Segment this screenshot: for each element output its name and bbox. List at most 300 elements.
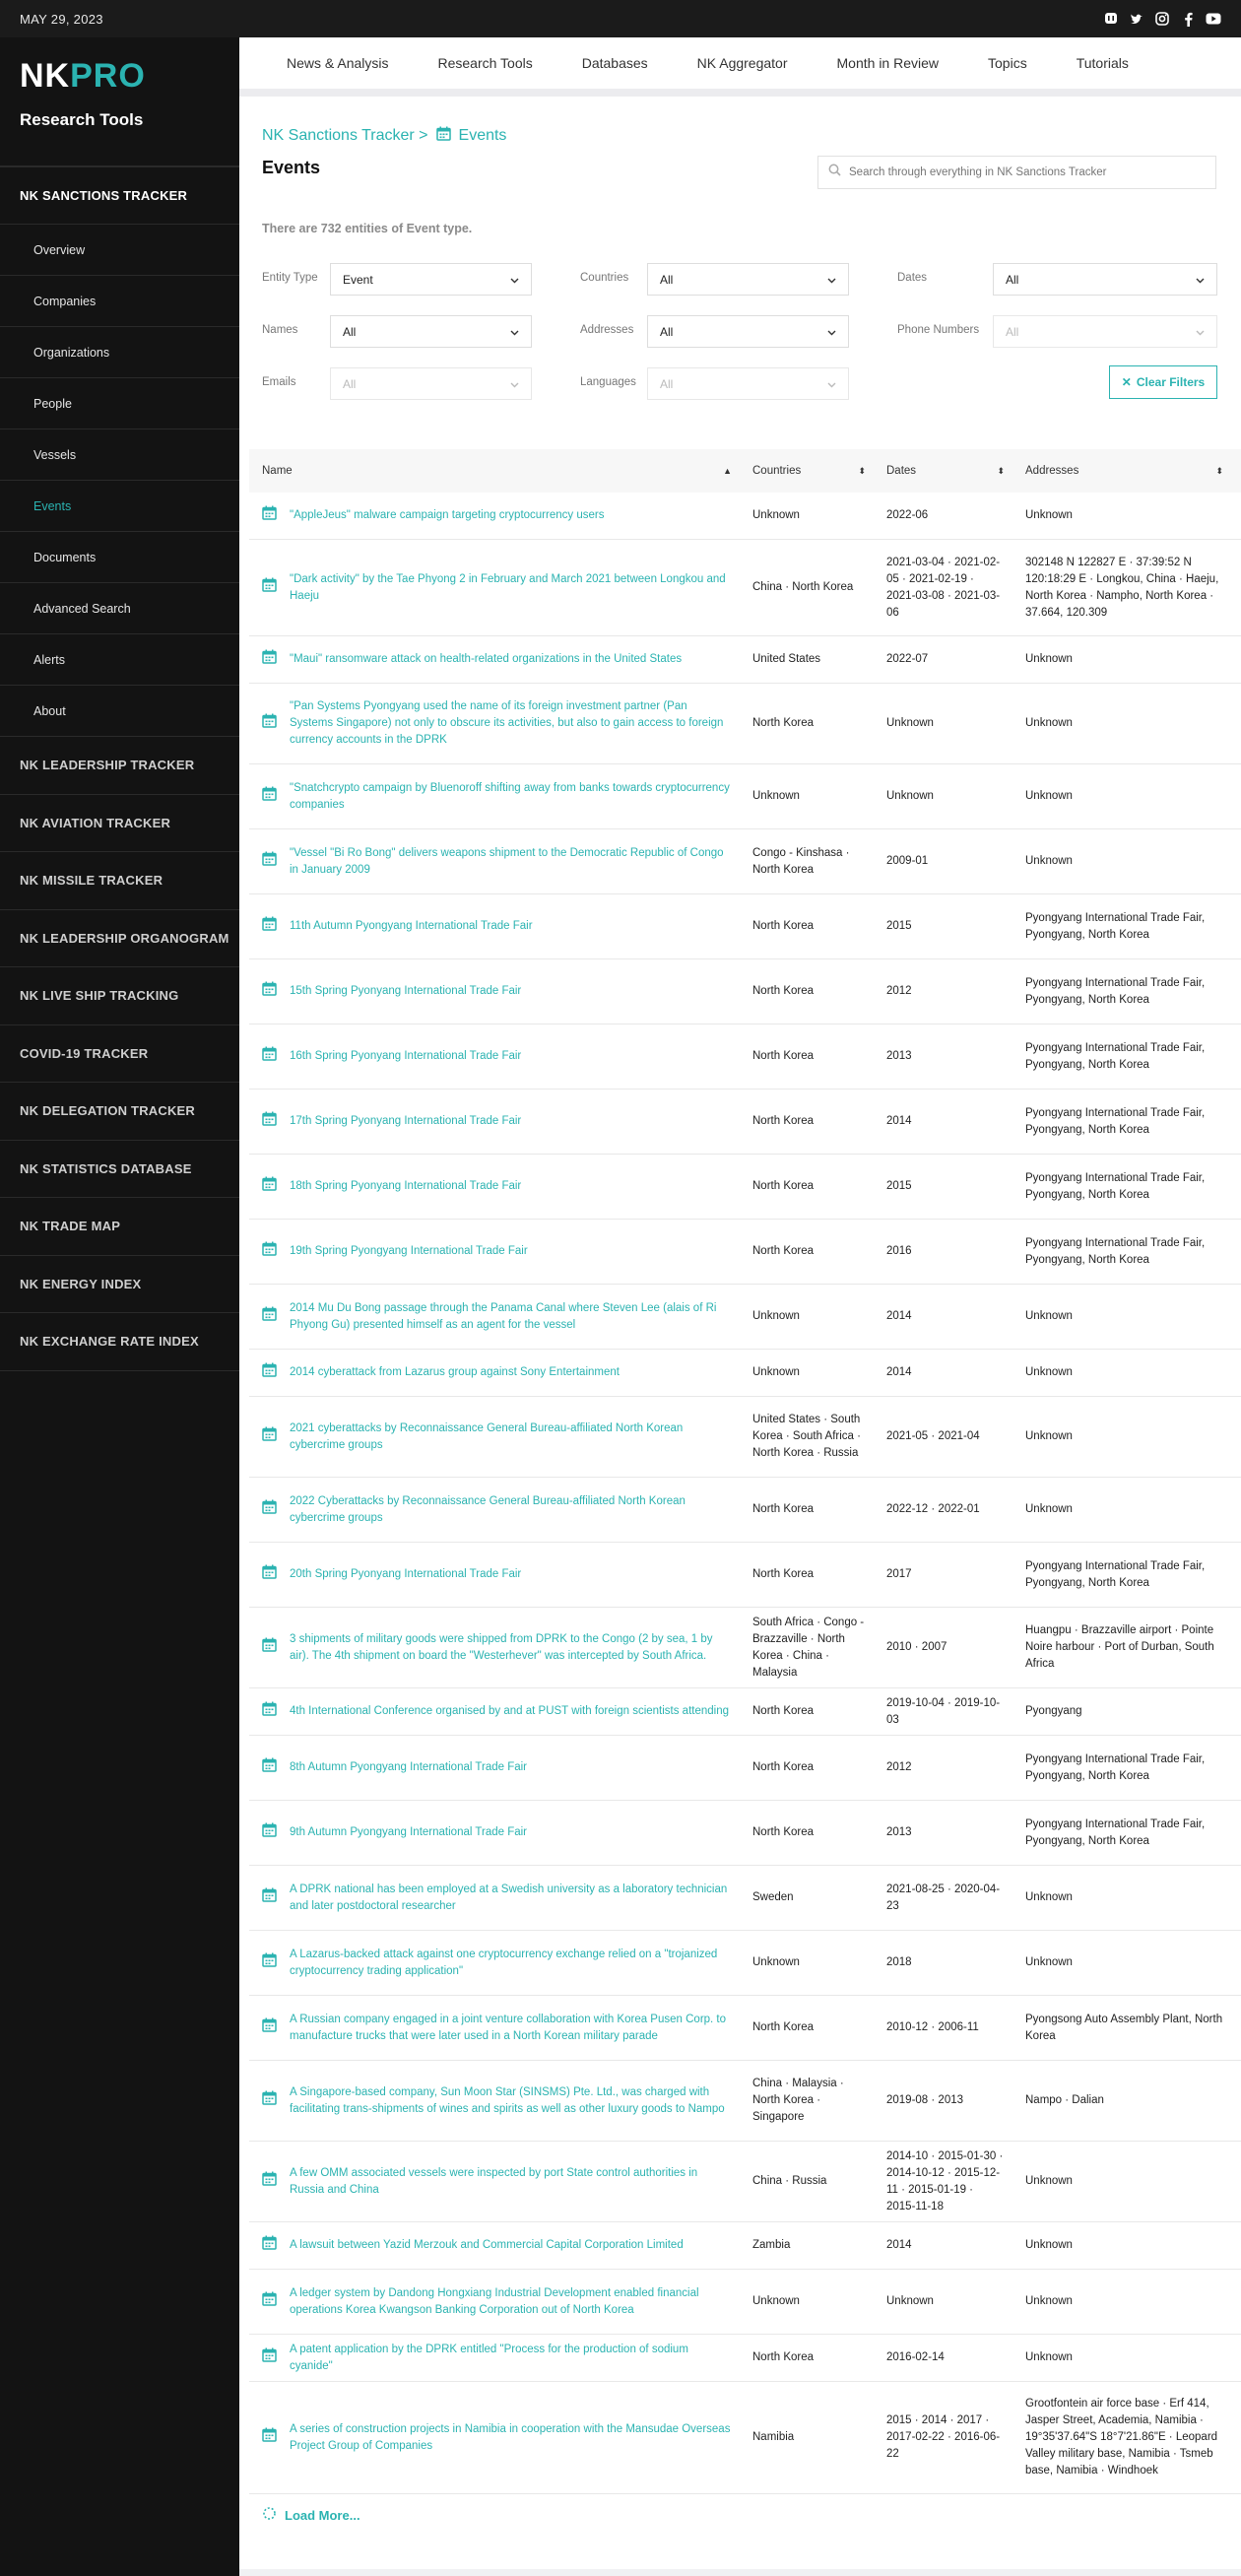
addresses-text: Unknown [1025, 2239, 1073, 2251]
addresses-cell [1012, 1024, 1231, 1089]
entity-count: There are 732 entities of Event type. [262, 222, 473, 235]
event-name-link[interactable]: 4th International Conference organised by and at PUST with foreign scientists attending [290, 1705, 730, 1717]
table-row[interactable] [249, 636, 1241, 684]
entity-type-select[interactable] [330, 263, 532, 296]
dates-text: 2014-10 · 2015-01-30 · 2014-10-12 · 2015-12-11 · 2015-01-19 · 2015-11-18 [886, 2149, 1004, 2213]
event-name-cell[interactable] [249, 1866, 740, 1930]
event-name-cell[interactable] [249, 894, 740, 958]
table-row[interactable] [249, 2270, 1241, 2335]
breadcrumb-current: Events [458, 127, 507, 144]
event-name-cell[interactable] [249, 2222, 740, 2269]
dates-cell [874, 2335, 1012, 2381]
countries-text: Unknown [752, 509, 800, 521]
instagram-icon[interactable] [1154, 11, 1170, 27]
event-name-link[interactable]: 20th Spring Pyonyang International Trade Fair [290, 1568, 522, 1580]
sidebar-item-events[interactable]: Events [0, 481, 239, 532]
column-header-addresses[interactable] [1012, 449, 1231, 493]
event-name-cell[interactable] [249, 2382, 740, 2493]
addresses-cell [1012, 1543, 1231, 1607]
event-name-cell[interactable] [249, 1220, 740, 1284]
sidebar-section-sanctions-tracker[interactable]: NK SANCTIONS TRACKER [0, 167, 239, 225]
table-row[interactable] [249, 829, 1241, 894]
event-name-link[interactable]: 19th Spring Pyongyang International Trade Fair [290, 1245, 528, 1257]
dates-text: 2009-01 [886, 855, 929, 867]
research-tools-title: Research Tools [20, 110, 144, 129]
calendar-icon [262, 2427, 277, 2448]
emails-select[interactable] [330, 367, 532, 400]
addresses-cell [1012, 2382, 1231, 2493]
column-label: Name [262, 465, 293, 477]
event-name-link[interactable]: A lawsuit between Yazid Merzouk and Commercial Capital Corporation Limited [290, 2239, 684, 2251]
event-name-cell[interactable] [249, 684, 740, 763]
event-name-cell[interactable] [249, 1608, 740, 1687]
nav-news-analysis[interactable]: News & Analysis [287, 55, 389, 71]
countries-cell [740, 1866, 874, 1930]
sidebar-item-alerts[interactable]: Alerts [0, 634, 239, 686]
addresses-cell [1012, 1285, 1231, 1349]
event-name-link[interactable]: "Snatchcrypto campaign by Bluenoroff shifting away from banks towards cryptocurrency companies [290, 781, 730, 811]
table-row[interactable] [249, 540, 1241, 636]
filter-label-dates: Dates [897, 272, 928, 284]
event-name-link[interactable]: A ledger system by Dandong Hongxiang Industrial Development enabled financial operations Korea Kwangson Banking Corporation out of North Korea [290, 2286, 699, 2316]
countries-cell [740, 2142, 874, 2221]
countries-text: Unknown [752, 1366, 800, 1378]
languages-select[interactable] [647, 367, 849, 400]
calendar-icon [262, 1306, 277, 1327]
addresses-text: Unknown [1025, 1310, 1073, 1322]
event-name-link[interactable]: 3 shipments of military goods were shipped from DPRK to the Congo (2 by sea, 1 by air). The 4th shipment on board the "Westerhever" was intercepted by South Africa. [290, 1632, 713, 1662]
countries-cell [740, 684, 874, 763]
close-icon: ✕ [1121, 375, 1132, 389]
event-name-cell[interactable] [249, 764, 740, 828]
nav-nk-aggregator[interactable]: NK Aggregator [696, 55, 788, 71]
table-row[interactable] [249, 2222, 1241, 2270]
countries-text: China · North Korea [752, 581, 854, 593]
event-name-link[interactable]: "Maui" ransomware attack on health-related organizations in the United States [290, 653, 683, 665]
dates-cell [874, 2270, 1012, 2334]
sidebar-tracker-covid[interactable]: COVID-19 TRACKER [0, 1025, 239, 1084]
search-box[interactable] [817, 156, 1216, 189]
addresses-cell [1012, 2222, 1231, 2269]
addresses-text: Pyongyang International Trade Fair, Pyongyang, North Korea [1025, 1752, 1206, 1782]
dates-text: 2018 [886, 1956, 912, 1968]
sidebar-item-people[interactable]: People [0, 378, 239, 429]
dates-text: 2015 · 2014 · 2017 · 2017-02-22 · 2016-06-22 [886, 2414, 1001, 2460]
column-header-countries[interactable] [740, 449, 874, 493]
addresses-value: All [660, 324, 674, 339]
addresses-select[interactable] [647, 315, 849, 348]
event-name-link[interactable]: "AppleJeus" malware campaign targeting cryptocurrency users [290, 509, 605, 521]
countries-text: North Korea [752, 985, 815, 997]
event-name-link[interactable]: A few OMM associated vessels were inspected by port State control authorities in Russia and China [290, 2166, 698, 2196]
addresses-cell [1012, 1996, 1231, 2060]
event-name-cell[interactable] [249, 1090, 740, 1154]
filter-label-addresses: Addresses [580, 324, 634, 336]
column-header-dates[interactable] [874, 449, 1012, 493]
event-name-link[interactable]: A Lazarus-backed attack against one cryptocurrency exchange relied on a "trojanized cryptocurrency trading application" [290, 1948, 718, 1977]
sidebar-item-about[interactable]: About [0, 686, 239, 737]
event-name-cell[interactable] [249, 1155, 740, 1219]
event-name-link[interactable]: 16th Spring Pyonyang International Trade Fair [290, 1050, 522, 1062]
table-row[interactable] [249, 493, 1241, 540]
event-name-link[interactable]: 15th Spring Pyonyang International Trade Fair [290, 985, 522, 997]
logo-nk: NK [20, 57, 71, 95]
addresses-text: Grootfontein air force base · Erf 414, Jasper Street, Academia, Namibia · 19°35'37.64"S 18°7'21.86"E · Leopard Valley military base, Namibia · Tsmeb base, Namibia · Windhoek [1025, 2398, 1218, 2477]
countries-cell [740, 2222, 874, 2269]
social-links [1103, 11, 1221, 27]
calendar-icon [262, 2017, 277, 2038]
calendar-icon [262, 1176, 277, 1197]
table-row[interactable] [249, 2335, 1241, 2382]
addresses-text: Pyongyang International Trade Fair, Pyongyang, North Korea [1025, 1171, 1206, 1201]
dates-cell [874, 1155, 1012, 1219]
calendar-icon [262, 916, 277, 937]
phone-numbers-select[interactable] [993, 315, 1217, 348]
countries-text: North Korea [752, 1503, 815, 1515]
table-row[interactable] [249, 1801, 1241, 1866]
dates-cell [874, 540, 1012, 635]
event-name-link[interactable]: 11th Autumn Pyongyang International Trade Fair [290, 920, 533, 932]
dates-cell [874, 2061, 1012, 2141]
dates-cell [874, 1543, 1012, 1607]
dates-cell [874, 1931, 1012, 1995]
addresses-cell [1012, 1866, 1231, 1930]
dates-text: 2022-06 [886, 509, 929, 521]
sidebar-menu [0, 167, 239, 1371]
dates-cell [874, 1024, 1012, 1089]
event-name-cell[interactable] [249, 1397, 740, 1477]
addresses-cell [1012, 1478, 1231, 1542]
calendar-icon [262, 1564, 277, 1585]
countries-text: North Korea [752, 1568, 815, 1580]
event-name-link[interactable]: 9th Autumn Pyongyang International Trade Fair [290, 1826, 528, 1838]
dates-text: 2014 [886, 2239, 912, 2251]
dates-text: 2021-05 · 2021-04 [886, 1430, 980, 1442]
nav-topics[interactable]: Topics [988, 55, 1027, 71]
sidebar-item-organizations[interactable]: Organizations [0, 327, 239, 378]
facebook-icon[interactable] [1180, 11, 1196, 27]
nav-tutorials[interactable]: Tutorials [1076, 55, 1129, 71]
sidebar-item-documents[interactable]: Documents [0, 532, 239, 583]
chevron-down-icon [827, 377, 836, 391]
event-name-link[interactable]: 18th Spring Pyonyang International Trade Fair [290, 1180, 522, 1192]
event-name-link[interactable]: A Russian company engaged in a joint venture collaboration with Korea Pusen Corp. to manufacture trucks that were later used in a North Korean military parade [290, 2013, 727, 2042]
dates-text: 2014 [886, 1115, 912, 1127]
table-row[interactable] [249, 2382, 1241, 2494]
table-row[interactable] [249, 1220, 1241, 1285]
event-name-link[interactable]: A series of construction projects in Namibia in cooperation with the Mansudae Overseas Project Group of Companies [290, 2422, 731, 2452]
table-row[interactable] [249, 1155, 1241, 1220]
chevron-down-icon [827, 325, 836, 339]
dates-text: 2021-03-04 · 2021-02-05 · 2021-02-19 · 2021-03-08 · 2021-03-06 [886, 556, 1001, 619]
event-name-link[interactable]: "Dark activity" by the Tae Phyong 2 in February and March 2021 between Longkou and Haeju [290, 572, 726, 602]
event-name-cell[interactable] [249, 829, 740, 893]
dates-text: 2015 [886, 1180, 912, 1192]
event-name-cell[interactable] [249, 1688, 740, 1735]
countries-text: Congo - Kinshasa · North Korea [752, 846, 850, 876]
event-name-cell[interactable] [249, 1285, 740, 1349]
addresses-cell [1012, 2335, 1231, 2381]
table-row[interactable] [249, 1478, 1241, 1543]
sidebar-tracker-aviation[interactable]: NK AVIATION TRACKER [0, 795, 239, 853]
table-row[interactable] [249, 764, 1241, 829]
calendar-icon [262, 1241, 277, 1262]
dates-text: Unknown [886, 2295, 934, 2307]
event-name-cell[interactable] [249, 1543, 740, 1607]
sort-icon: ⬍ [1215, 466, 1223, 476]
clear-filters-button[interactable] [1109, 365, 1217, 399]
addresses-cell [1012, 764, 1231, 828]
table-row[interactable] [249, 1736, 1241, 1801]
countries-text: Unknown [752, 2295, 800, 2307]
sidebar-tracker-statistics[interactable]: NK STATISTICS DATABASE [0, 1141, 239, 1199]
sidebar-item-companies[interactable]: Companies [0, 276, 239, 327]
calendar-icon [262, 2291, 277, 2312]
addresses-cell [1012, 829, 1231, 893]
addresses-cell [1012, 959, 1231, 1024]
calendar-icon [262, 2347, 277, 2368]
event-name-link[interactable]: 2014 Mu Du Bong passage through the Panama Canal where Steven Lee (alais of Ri Phyong Gu) presented himself as an agent for the vessel [290, 1301, 717, 1331]
dates-text: 2022-07 [886, 653, 929, 665]
nkpro-logo[interactable] [20, 57, 146, 96]
event-name-cell[interactable] [249, 1350, 740, 1396]
addresses-cell [1012, 1801, 1231, 1865]
names-select[interactable] [330, 315, 532, 348]
calendar-icon [262, 649, 277, 670]
dates-cell [874, 1996, 1012, 2060]
event-name-link[interactable]: 2014 cyberattack from Lazarus group against Sony Entertainment [290, 1366, 620, 1378]
dates-select[interactable] [993, 263, 1217, 296]
table-row[interactable] [249, 1397, 1241, 1478]
dates-text: 2013 [886, 1826, 912, 1838]
addresses-text: Nampo · Dalian [1025, 2094, 1104, 2106]
countries-text: North Korea [752, 1180, 815, 1192]
calendar-icon [262, 713, 277, 734]
event-name-cell[interactable] [249, 1736, 740, 1800]
event-name-link[interactable]: "Pan Systems Pyongyang used the name of its foreign investment partner (Pan Systems Singapore) not only to obscure its activities, but also to gain access to foreign currency accounts in the DPRK [290, 700, 724, 746]
event-name-cell[interactable] [249, 2142, 740, 2221]
sort-icon: ⬍ [858, 466, 866, 476]
chevron-down-icon [510, 325, 519, 339]
addresses-text: Unknown [1025, 509, 1073, 521]
sidebar-tracker-delegation[interactable]: NK DELEGATION TRACKER [0, 1083, 239, 1141]
countries-cell [740, 1090, 874, 1154]
names-value: All [343, 324, 357, 339]
breadcrumb-parent[interactable]: NK Sanctions Tracker > [262, 127, 428, 144]
table-row[interactable] [249, 1931, 1241, 1996]
dates-cell [874, 959, 1012, 1024]
addresses-text: Huangpu · Brazzaville airport · Pointe Noire harbour · Port of Durban, South Africa [1025, 1624, 1214, 1670]
dates-text: 2016 [886, 1245, 912, 1257]
nav-databases[interactable]: Databases [581, 55, 648, 71]
event-name-link[interactable]: A DPRK national has been employed at a Swedish university as a laboratory technician and later postdoctoral researcher [290, 1882, 728, 1912]
addresses-text: Unknown [1025, 2351, 1073, 2363]
event-name-cell[interactable] [249, 540, 740, 635]
addresses-text: Unknown [1025, 855, 1073, 867]
addresses-cell [1012, 2061, 1231, 2141]
table-row[interactable] [249, 1285, 1241, 1350]
table-row[interactable] [249, 2061, 1241, 2142]
addresses-text: Pyongyang [1025, 1705, 1082, 1717]
countries-select[interactable] [647, 263, 849, 296]
phone-numbers-value: All [1006, 324, 1019, 339]
event-name-cell[interactable] [249, 959, 740, 1024]
dates-cell [874, 1866, 1012, 1930]
addresses-text: Unknown [1025, 1366, 1073, 1378]
dates-text: 2012 [886, 985, 912, 997]
events-table [249, 449, 1241, 2494]
event-name-link[interactable]: A patent application by the DPRK entitled "Process for the production of sodium cyanide" [290, 2343, 688, 2372]
sidebar-tracker-trade-map[interactable]: NK TRADE MAP [0, 1198, 239, 1256]
countries-text: North Korea [752, 1245, 815, 1257]
dates-text: 2017 [886, 1568, 912, 1580]
dates-cell [874, 1801, 1012, 1865]
table-row[interactable] [249, 894, 1241, 959]
search-input[interactable] [849, 166, 1204, 178]
chevron-down-icon [1196, 325, 1205, 339]
calendar-icon [262, 1426, 277, 1447]
countries-cell [740, 1220, 874, 1284]
filter-label-emails: Emails [262, 376, 296, 388]
dates-text: 2016-02-14 [886, 2351, 945, 2363]
sidebar-tracker-exchange-rate[interactable]: NK EXCHANGE RATE INDEX [0, 1313, 239, 1371]
countries-text: Unknown [752, 1956, 800, 1968]
table-row[interactable] [249, 1024, 1241, 1090]
addresses-cell [1012, 684, 1231, 763]
sidebar-item-advanced-search[interactable]: Advanced Search [0, 583, 239, 634]
table-row[interactable] [249, 1090, 1241, 1155]
dates-cell [874, 1090, 1012, 1154]
sidebar [0, 37, 239, 2576]
nav-research-tools[interactable]: Research Tools [437, 55, 533, 71]
event-name-link[interactable]: 2022 Cyberattacks by Reconnaissance General Bureau-affiliated North Korean cybercrime groups [290, 1494, 686, 1524]
dates-text: 2010 · 2007 [886, 1641, 947, 1653]
calendar-icon [262, 2090, 277, 2111]
event-name-link[interactable]: 17th Spring Pyonyang International Trade Fair [290, 1115, 522, 1127]
main-content [239, 97, 1241, 2569]
breadcrumb [262, 126, 506, 146]
table-row[interactable] [249, 2142, 1241, 2222]
sidebar-tracker-live-ship[interactable]: NK LIVE SHIP TRACKING [0, 967, 239, 1025]
event-name-cell[interactable] [249, 2335, 740, 2381]
countries-text: North Korea [752, 1826, 815, 1838]
addresses-text: Pyongyang International Trade Fair, Pyongyang, North Korea [1025, 1559, 1206, 1589]
dates-cell [874, 1285, 1012, 1349]
event-name-link[interactable]: "Vessel "Bi Ro Bong" delivers weapons shipment to the Democratic Republic of Congo in January 2009 [290, 846, 724, 876]
column-header-name[interactable] [249, 449, 740, 493]
calendar-icon [262, 577, 277, 598]
sidebar-item-vessels[interactable]: Vessels [0, 429, 239, 481]
dates-cell [874, 1350, 1012, 1396]
addresses-text: Pyongyang International Trade Fair, Pyongyang, North Korea [1025, 1106, 1206, 1136]
table-row[interactable] [249, 1543, 1241, 1608]
event-name-link[interactable]: 2021 cyberattacks by Reconnaissance General Bureau-affiliated North Korean cybercrime groups [290, 1421, 684, 1451]
countries-text: China · Russia [752, 2175, 827, 2187]
sort-asc-icon: ▲ [723, 466, 732, 476]
addresses-cell [1012, 1155, 1231, 1219]
countries-text: Unknown [752, 790, 800, 802]
table-row[interactable] [249, 1688, 1241, 1736]
addresses-text: Pyongyang International Trade Fair, Pyongyang, North Korea [1025, 1817, 1206, 1847]
addresses-cell [1012, 2142, 1231, 2221]
load-more-button[interactable] [262, 2506, 360, 2524]
countries-cell [740, 1931, 874, 1995]
countries-text: China · Malaysia · North Korea · Singapore [752, 2078, 844, 2123]
table-row[interactable] [249, 684, 1241, 764]
table-row[interactable] [249, 1996, 1241, 2061]
mastodon-icon[interactable] [1103, 11, 1119, 27]
addresses-text: Unknown [1025, 1503, 1073, 1515]
event-name-cell[interactable] [249, 1024, 740, 1089]
addresses-cell [1012, 1220, 1231, 1284]
addresses-cell [1012, 1931, 1231, 1995]
languages-value: All [660, 376, 674, 391]
table-row[interactable] [249, 1608, 1241, 1688]
table-row[interactable] [249, 1350, 1241, 1397]
addresses-text: Unknown [1025, 653, 1073, 665]
sidebar-tracker-leadership[interactable]: NK LEADERSHIP TRACKER [0, 737, 239, 795]
dates-text: 2012 [886, 1761, 912, 1773]
event-name-cell[interactable] [249, 1996, 740, 2060]
dates-cell [874, 1478, 1012, 1542]
event-name-cell[interactable] [249, 636, 740, 683]
dates-text: 2015 [886, 920, 912, 932]
countries-text: North Korea [752, 1761, 815, 1773]
emails-value: All [343, 376, 357, 391]
addresses-cell [1012, 1608, 1231, 1687]
dates-cell [874, 493, 1012, 539]
countries-text: United States [752, 653, 821, 665]
logo-pro: PRO [70, 57, 146, 95]
addresses-text: Unknown [1025, 790, 1073, 802]
event-name-cell[interactable] [249, 493, 740, 539]
event-name-cell[interactable] [249, 2270, 740, 2334]
dates-cell [874, 684, 1012, 763]
event-name-link[interactable]: 8th Autumn Pyongyang International Trade Fair [290, 1761, 528, 1773]
countries-cell [740, 540, 874, 635]
dates-cell [874, 2222, 1012, 2269]
sidebar-tracker-energy[interactable]: NK ENERGY INDEX [0, 1256, 239, 1314]
dates-cell [874, 1736, 1012, 1800]
addresses-cell [1012, 894, 1231, 958]
countries-cell [740, 636, 874, 683]
countries-cell [740, 2270, 874, 2334]
event-name-cell[interactable] [249, 1931, 740, 1995]
event-name-cell[interactable] [249, 1478, 740, 1542]
sidebar-tracker-missile[interactable]: NK MISSILE TRACKER [0, 852, 239, 910]
event-name-cell[interactable] [249, 1801, 740, 1865]
countries-cell [740, 1801, 874, 1865]
youtube-icon[interactable] [1206, 11, 1221, 27]
addresses-cell [1012, 2270, 1231, 2334]
event-name-cell[interactable] [249, 2061, 740, 2141]
dates-value: All [1006, 272, 1019, 287]
calendar-icon [262, 1757, 277, 1778]
dates-cell [874, 894, 1012, 958]
twitter-icon[interactable] [1129, 11, 1144, 27]
countries-value: All [660, 272, 674, 287]
event-name-link[interactable]: A Singapore-based company, Sun Moon Star (SINSMS) Pte. Ltd., was charged with facilitating trans-shipments of wines and spirits as well as other luxury goods to Nampo [290, 2085, 725, 2115]
table-row[interactable] [249, 1866, 1241, 1931]
table-row[interactable] [249, 959, 1241, 1024]
sidebar-tracker-organogram[interactable]: NK LEADERSHIP ORGANOGRAM [0, 910, 239, 968]
addresses-cell [1012, 493, 1231, 539]
countries-text: North Korea [752, 2351, 815, 2363]
countries-cell [740, 764, 874, 828]
countries-text: North Korea [752, 1115, 815, 1127]
sidebar-item-overview[interactable]: Overview [0, 225, 239, 276]
nav-month-in-review[interactable]: Month in Review [836, 55, 940, 71]
